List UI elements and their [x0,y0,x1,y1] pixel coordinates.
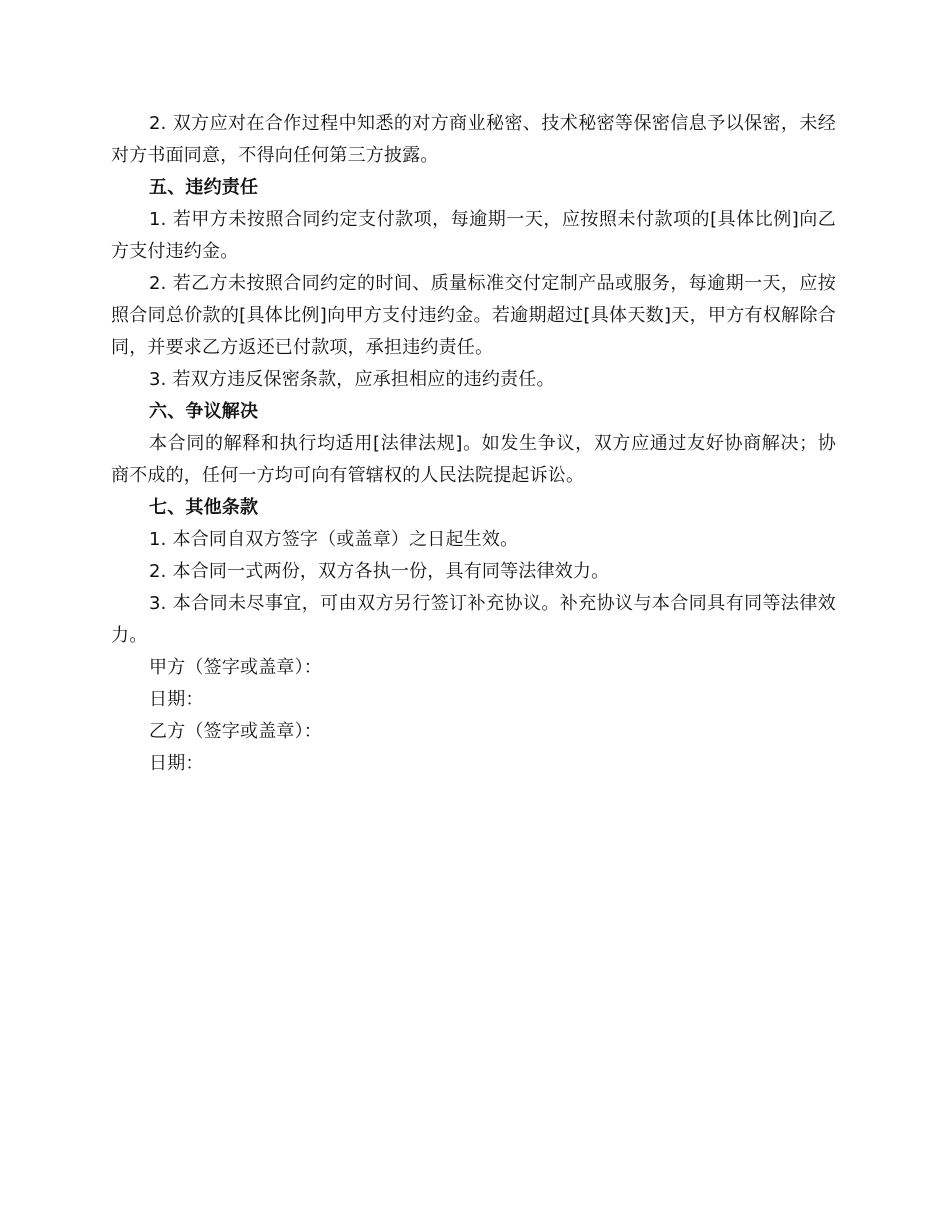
clause-breach-3: 3. 若双方违反保密条款，应承担相应的违约责任。 [149,369,555,390]
clause-breach-1: 1. 若甲方未按照合同约定支付款项，每逾期一天，应按照未付款项的[具体比例]向乙方支付违约金。 [111,209,836,262]
clause-breach-2: 2. 若乙方未按照合同约定的时间、质量标准交付定制产品或服务，每逾期一天，应按照合同总价款的[具体比例]向甲方支付违约金。若逾期超过[具体天数]天，甲方有权解除合同，并要求乙方返还已付款项，承担违约责任。 [111,273,836,358]
clause-dispute: 本合同的解释和执行均适用[法律法规]。如发生争议，双方应通过友好协商解决；协商不成的，任何一方均可向有管辖权的人民法院提起诉讼。 [111,433,836,486]
section-heading-dispute-resolution: 六、争议解决 [149,401,259,422]
clause-confidentiality-2: 2. 双方应对在合作过程中知悉的对方商业秘密、技术秘密等保密信息予以保密，未经对方书面同意，不得向任何第三方披露。 [111,113,836,166]
clause-other-3: 3. 本合同未尽事宜，可由双方另行签订补充协议。补充协议与本合同具有同等法律效力。 [111,593,836,646]
clause-other-1: 1. 本合同自双方签字（或盖章）之日起生效。 [149,529,519,550]
signature-party-b: 乙方（签字或盖章）： [149,721,322,742]
signature-party-a: 甲方（签字或盖章）： [149,657,322,678]
section-heading-other-terms: 七、其他条款 [149,497,259,518]
document-body [111,108,836,780]
clause-other-2: 2. 本合同一式两份，双方各执一份，具有同等法律效力。 [149,561,610,582]
date-party-b: 日期： [149,753,204,774]
section-heading-breach-liability: 五、违约责任 [149,177,259,198]
date-party-a: 日期： [149,689,204,710]
